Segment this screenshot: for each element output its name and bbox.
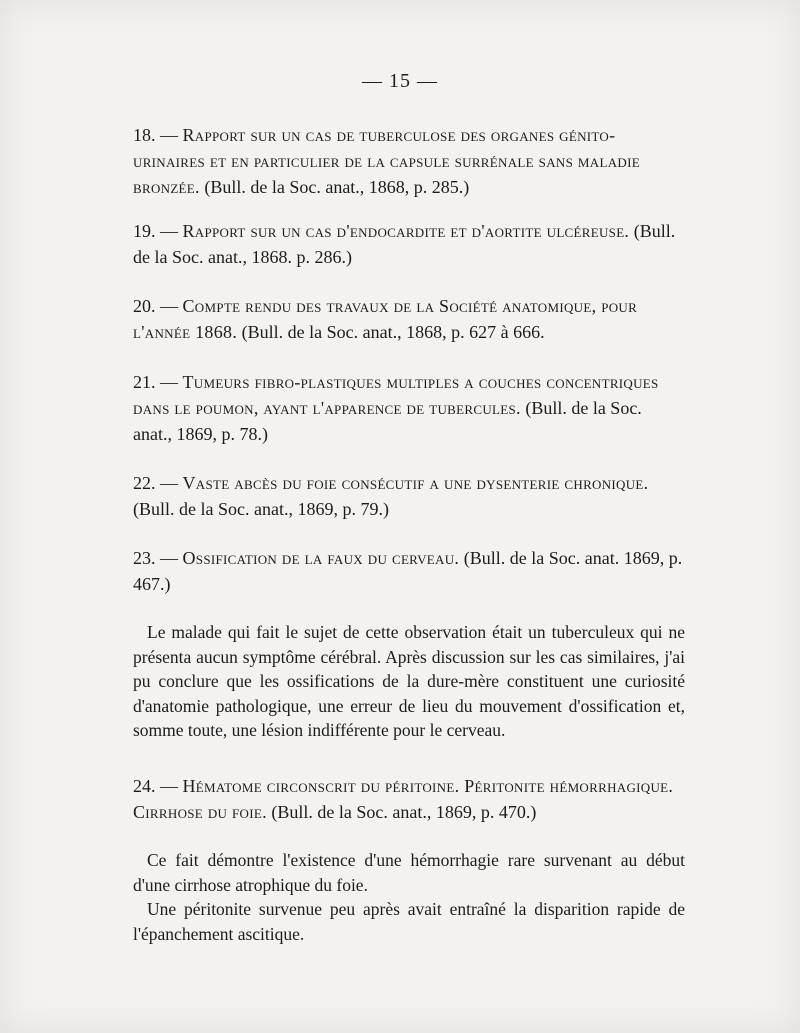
- entry-title: Compte rendu des travaux de la Société anatomique, pour l'année 1868.: [133, 296, 638, 342]
- entry-22: [133, 470, 685, 522]
- entry-reference: (Bull. de la Soc. anat., 1869, p. 78.): [133, 398, 642, 444]
- entry-number: 24. —: [133, 776, 178, 796]
- entry-reference: (Bull. de la Soc. anat. 1869, p. 467.): [133, 548, 683, 594]
- entry-reference: (Bull. de la Soc. anat., 1869, p. 470.): [271, 802, 537, 822]
- entry-21: [133, 369, 685, 447]
- entry-number: 21. —: [133, 372, 178, 392]
- observation-paragraph-24: [133, 848, 685, 946]
- entry-number: 19. —: [133, 221, 178, 241]
- entry-19: [133, 218, 685, 270]
- entry-20: [133, 293, 685, 345]
- entry-number: 23. —: [133, 548, 178, 568]
- entry-number: 20. —: [133, 296, 178, 316]
- entry-reference: (Bull. de la Soc. anat., 1868. p. 286.): [133, 221, 676, 267]
- entry-title: Rapport sur un cas de tuberculose des organes génito-urinaires et en particulier de la capsule surrénale sans maladie bronzée.: [133, 125, 640, 197]
- page-number: — 15 —: [362, 70, 438, 92]
- observation-paragraph: [133, 620, 685, 743]
- entry-title: Rapport sur un cas d'endocardite et d'aortite ulcéreuse.: [182, 221, 630, 241]
- entry-reference: (Bull. de la Soc. anat., 1868, p. 627 à 666.: [241, 322, 545, 342]
- entry-23: [133, 545, 685, 597]
- entry-18: [133, 122, 685, 200]
- entry-title: Hématome circonscrit du péritoine. Péritonite hémorrhagique. Cirrhose du foie.: [133, 776, 674, 822]
- entry-title: Vaste abcès du foie consécutif a une dysenterie chronique.: [182, 473, 649, 493]
- paragraph-text: Ce fait démontre l'existence d'une hémorrhagie rare survenant au début d'une cirrhose atrophique du foie.: [133, 850, 685, 895]
- entry-title: Ossification de la faux du cerveau.: [182, 548, 460, 568]
- paragraph-text: Le malade qui fait le sujet de cette observation était un tuberculeux qui ne présenta aucun symptôme cérébral. Après discussion sur les cas similaires, j'ai pu conclure que les ossifications de la dure-mère constituent une curiosité d'anatomie pathologique, une erreur de lieu du mouvement d'ossification et, somme toute, une lésion indifférente pour le cerveau.: [133, 622, 685, 740]
- entry-number: 18. —: [133, 125, 178, 145]
- paragraph-text: Une péritonite survenue peu après avait entraîné la disparition rapide de l'épanchement ascitique.: [133, 899, 685, 944]
- entry-number: 22. —: [133, 473, 178, 493]
- entry-title: Tumeurs fibro-plastiques multiples a couches concentriques dans le poumon, ayant l'apparence de tubercules.: [133, 372, 659, 418]
- entry-reference: (Bull. de la Soc. anat., 1868, p. 285.): [204, 177, 470, 197]
- entry-reference: (Bull. de la Soc. anat., 1869, p. 79.): [133, 499, 389, 519]
- entry-24: [133, 773, 685, 825]
